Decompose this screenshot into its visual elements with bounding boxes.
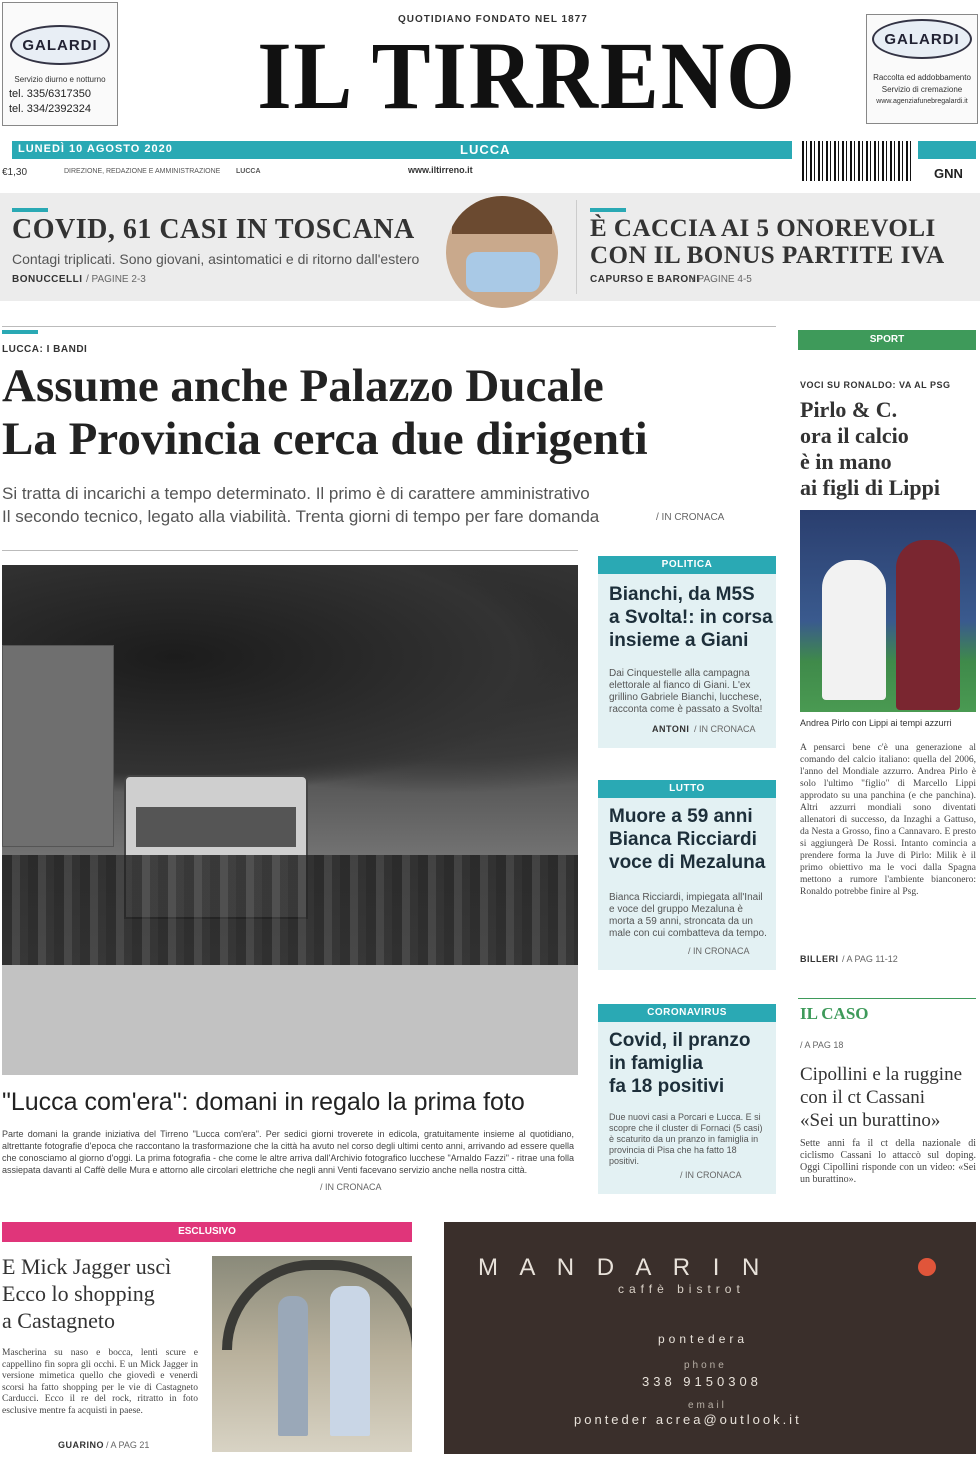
lutto-headline-3[interactable]: voce di Mezaluna [609, 852, 766, 873]
il-caso-headline-1[interactable]: Cipollini e la ruggine [800, 1064, 963, 1085]
sport-headline-2[interactable]: ora il calcio [800, 423, 909, 448]
contacts-line: DIREZIONE, REDAZIONE E AMMINISTRAZIONE [64, 168, 221, 175]
esclusivo-pages: / A PAG 21 [106, 1440, 150, 1450]
face-mask [466, 252, 540, 292]
lutto-headline-2[interactable]: Bianca Ricciardi [609, 829, 757, 850]
edition-bar-end [918, 141, 976, 159]
city-line: LUCCA [236, 168, 261, 175]
covid-sub: Contagi triplicati. Sono giovani, asintomatici e di ritorno dall'estero [12, 251, 420, 267]
coach-lippi [896, 540, 960, 710]
edition-date: LUNEDÌ 10 AGOSTO 2020 [18, 143, 173, 155]
person-2 [330, 1286, 370, 1436]
masked-face-photo [446, 196, 558, 308]
photo-headline[interactable]: "Lucca com'era": domani in regalo la prima foto [2, 1088, 525, 1116]
sport-body: A pensarci bene c'è una generazione al comando del calcio italiano: quella del 2006, l'anno del Mondiale azzurro. Andrea Pirlo è solo l'ultimo "figlio" di Marcello Lippi approdato su una panchina (e che panchina). Altri azzurri mondiali sono diventati allenatori di successo, da Inzaghi a Gattuso, da Nesta a Grosso, fino a Cannavaro. E presto si aggiungerà De Rossi. Intanto comincia a prendere forma la Juve di Pirlo: Milik è il primo obiettivo ma le voci dalla Spagna mettono a rumore l'ambiente bianconero: Ronaldo potrebbe finire al Psg. [800, 743, 976, 897]
mandarin-phone-label: phone [684, 1360, 727, 1371]
coronavirus-ref: / IN CRONACA [680, 1170, 742, 1180]
gnn-logo: GNN [934, 166, 963, 181]
accent-line-right [590, 208, 626, 212]
politica-headline-2[interactable]: a Svolta!: in corsa [609, 607, 773, 628]
photo-rule [2, 550, 578, 551]
sport-headline-3[interactable]: è in mano [800, 449, 892, 474]
face-hair [452, 196, 552, 234]
player-pirlo [822, 560, 886, 700]
founded-line: QUOTIDIANO FONDATO NEL 1877 [398, 14, 588, 25]
band-divider [576, 200, 577, 294]
right-ad-line-2: Servizio di cremazione [881, 85, 963, 94]
arch [222, 1260, 412, 1350]
photo-ref: / IN CRONACA [320, 1182, 382, 1192]
crowd [2, 855, 578, 965]
label-coronavirus: CORONAVIRUS [598, 1004, 776, 1022]
coronavirus-headline-2[interactable]: in famiglia [609, 1053, 703, 1074]
il-caso-pages: / A PAG 18 [800, 1040, 844, 1050]
lead-headline-1[interactable]: Assume anche Palazzo Ducale [2, 360, 604, 412]
lead-rule [2, 326, 776, 327]
lead-accent [2, 330, 38, 334]
lutto-headline-1[interactable]: Muore a 59 anni [609, 806, 753, 827]
mandarin-city: pontedera [658, 1332, 749, 1346]
il-caso-headline-3[interactable]: «Sei un burattino» [800, 1110, 941, 1131]
mick-jagger-photo [212, 1256, 412, 1452]
tram-window [136, 807, 296, 847]
lutto-body: Bianca Ricciardi, impiegata all'Inail e voce del gruppo Mezaluna è morta a 59 anni, stroncata da un male con cui combatteva da tempo. [609, 892, 767, 939]
left-ad-galardi [2, 2, 118, 126]
coronavirus-headline-3[interactable]: fa 18 positivi [609, 1076, 725, 1097]
left-ad-phone-2: tel. 334/2392324 [9, 103, 91, 115]
sport-caption: Andrea Pirlo con Lippi ai tempi azzurri [800, 718, 952, 728]
il-caso-rule [798, 998, 976, 999]
sport-label: SPORT [798, 330, 976, 350]
mandarin-email[interactable]: ponteder acrea@outlook.it [574, 1412, 802, 1427]
politica-headline-1[interactable]: Bianchi, da M5S [609, 584, 755, 605]
sport-pages: / A PAG 11-12 [842, 954, 898, 964]
road [2, 965, 578, 1075]
price: €1,30 [2, 167, 28, 178]
politica-body: Dai Cinquestelle alla campagna elettorale al fianco di Giani. L'ex grillino Gabriele Bianchi, lucchese, racconta come è passato a Svolta! [609, 668, 763, 715]
label-lutto: LUTTO [598, 780, 776, 798]
mandarin-email-label: email [688, 1400, 727, 1411]
lead-headline-2[interactable]: La Provincia cerca due dirigenti [2, 413, 648, 465]
lead-ref: / IN CRONACA [656, 512, 725, 523]
sport-kicker: VOCI SU RONALDO: VA AL PSG [800, 380, 951, 390]
esclusivo-label: ESCLUSIVO [2, 1222, 412, 1242]
esclusivo-body: Mascherina su naso e bocca, lenti scure e cappellino fin sopra gli occhi. E un Mick Jagger in versione mimetica quello che giovedì e venerdì scorsi ha fatto shopping per le vie di Castagneto Carducci. Ecco il re del rock, ritratto in foto esclusive mentre fa acquisti in paese. [2, 1348, 198, 1416]
sport-headline-1[interactable]: Pirlo & C. [800, 397, 898, 422]
label-politica: POLITICA [598, 556, 776, 574]
galardi-logo-right: GALARDI [872, 19, 972, 59]
onorevoli-pages: / PAGINE 4-5 [692, 274, 752, 285]
edition-name: LUCCA [460, 142, 511, 157]
mandarin-tagline: caffè bistrot [618, 1282, 745, 1296]
building-left [2, 645, 114, 847]
esclusivo-headline-1[interactable]: E Mick Jagger uscì [2, 1254, 172, 1279]
politica-headline-3[interactable]: insieme a Giani [609, 630, 749, 651]
il-caso-body: Sette anni fa il ct della nazionale di ciclismo Cassani lo attaccò sul doping. Oggi Cipollini risponde con un video: «Sei un burattino». [800, 1138, 976, 1185]
sport-byline: BILLERI [800, 954, 839, 964]
masthead-title: IL TIRRENO [257, 22, 797, 129]
politica-byline: ANTONI [652, 724, 690, 734]
pirlo-lippi-photo [800, 510, 976, 712]
politica-ref: / IN CRONACA [694, 724, 756, 734]
covid-pages: / PAGINE 2-3 [86, 274, 146, 285]
left-ad-phone-1: tel. 335/6317350 [9, 88, 91, 100]
right-ad-line-3: www.agenziafunebregalardi.it [876, 98, 968, 105]
covid-headline[interactable]: COVID, 61 CASI IN TOSCANA [12, 214, 415, 245]
left-ad-service: Servizio diurno e notturno [14, 75, 106, 84]
il-caso-label: IL CASO [800, 1004, 869, 1023]
historic-tram-photo [2, 565, 578, 1075]
coronavirus-body: Due nuovi casi a Porcari e Lucca. E si scopre che il cluster di Fornaci (5 casi) è scaturito da un pranzo in famiglia in provincia di Pisa che ha fatto 18 positivi. [609, 1112, 763, 1166]
sport-headline-4[interactable]: ai figli di Lippi [800, 475, 940, 500]
mandarin-dot [918, 1258, 936, 1276]
covid-byline: BONUCCELLI [12, 274, 83, 285]
lead-kicker: LUCCA: I BANDI [2, 344, 88, 355]
website[interactable]: www.iltirreno.it [408, 165, 473, 175]
right-ad-galardi [866, 14, 978, 124]
coronavirus-headline-1[interactable]: Covid, il pranzo [609, 1030, 751, 1051]
esclusivo-headline-3[interactable]: a Castagneto [2, 1308, 116, 1333]
lead-sub-1: Si tratta di incarichi a tempo determinato. Il primo è di carattere amministrativo [2, 484, 590, 503]
accent-line [12, 208, 48, 212]
onorevoli-headline-1[interactable]: È CACCIA AI 5 ONOREVOLI [590, 215, 936, 242]
mandarin-brand: M A N D A R I N [478, 1254, 768, 1281]
right-ad-line-1: Raccolta ed addobbamento [873, 73, 971, 82]
onorevoli-headline-2[interactable]: CON IL BONUS PARTITE IVA [590, 242, 945, 269]
esclusivo-byline: GUARINO [58, 1440, 104, 1450]
mandarin-phone[interactable]: 338 9150308 [642, 1374, 762, 1389]
il-caso-headline-2[interactable]: con il ct Cassani [800, 1087, 926, 1108]
galardi-logo: GALARDI [10, 25, 110, 65]
onorevoli-byline: CAPURSO E BARONI [590, 274, 700, 285]
lutto-ref: / IN CRONACA [688, 946, 750, 956]
barcode [802, 141, 912, 181]
lead-sub-2: Il secondo tecnico, legato alla viabilità. Trenta giorni di tempo per fare domanda [2, 507, 600, 526]
esclusivo-headline-2[interactable]: Ecco lo shopping [2, 1281, 155, 1306]
photo-body: Parte domani la grande iniziativa del Tirreno "Lucca com'era". Per sedici giorni troverete in edicola, gratuitamente insieme al quotidiano, altrettante fotografie d'epoca che raccontano la trasformazione che la città ha avuto nel corso degli ultimi cento anni, arrivando ad essere quella che conosciamo al giorno d'oggi. La prima fotografia - che come le altre arriva dall'Archivio fotografico lucchese "Arnaldo Fazzi" - ritrae una folla assiepata davanti al Caffè delle Mura e attorno alle circolari elettriche che negli anni Venti facevano servizio anche nella nostra città. [2, 1129, 574, 1175]
person-1 [278, 1296, 308, 1436]
